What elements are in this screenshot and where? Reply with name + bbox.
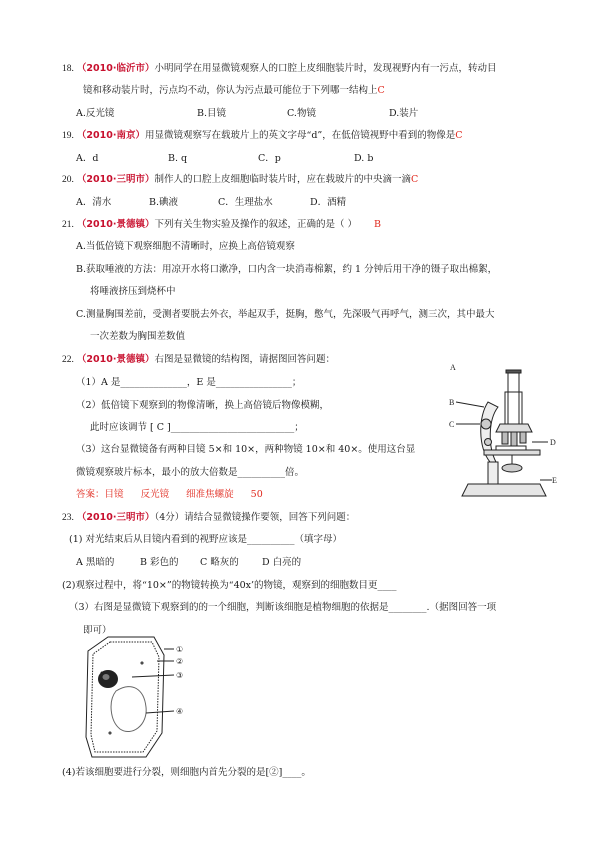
question-18-line2 [83,85,385,97]
sub-question-3-cont: 微镜观察玻片标本，最小的放大倍数是__________倍。 [76,467,305,478]
answer-3: 细准焦螺旋 [186,489,234,500]
figure-label-1: ① [176,645,184,654]
figure-label-a: A [450,363,456,372]
figure-label-4: ④ [176,707,184,716]
question-source: （2010·景德镇） [76,219,155,230]
option: C 略灰的 [200,557,239,568]
option: A．清水 [76,197,112,208]
question-23 [62,512,355,524]
figure-label-e: E [552,476,557,485]
sub-question-2: （2）低倍镜下观察到的物像清晰，换上高倍镜后物像模糊， [76,400,330,411]
answer-1: 目镜 [104,489,124,500]
sub-question-4: (4)若该细胞要进行分裂，则细胞内首先分裂的是[②]____。 [62,767,311,778]
question-source: （2010·景德镇） [76,354,155,365]
cell-wall [86,637,164,757]
question-text: （4分）请结合显微镜操作要领，回答下列问题： [154,512,356,523]
figure-label-2: ② [176,657,184,666]
answer-mark: C [410,174,419,185]
question-text: 右图是显微镜的结构图，请据图回答问题： [154,354,335,365]
question-number: 20. [62,175,74,185]
answer-mark: C [377,85,385,96]
question-number: 18. [62,64,74,74]
option: D 白亮的 [262,557,302,568]
question-number: 21. [62,220,74,230]
figure-label-d: D [550,438,556,447]
option: B.碘液 [149,197,179,208]
sub-question-1: （1）A 是______________，E 是________________； [76,377,302,388]
sub-question-2-cont: 此时应该调节 [ C ]__________________________； [90,422,304,433]
option: D．酒精 [310,197,347,208]
figure-label-3: ③ [176,671,184,680]
option-a: A.当低倍镜下观察细胞不清晰时，应换上高倍镜观察 [76,241,295,252]
question-text: 小明同学在用显微镜观察人的口腔上皮细胞装片时，发现视野内有一污点，转动目 [154,63,497,74]
option: A.反光镜 [76,108,115,119]
question-source: （2010·临沂市） [76,63,155,74]
answer-line [76,489,263,501]
question-22 [62,354,335,366]
option-c: C.测量胸围差前，受测者要脱去外衣，举起双手，挺胸，憋气，先深吸气再呼气，测三次，其中最大 [76,309,495,320]
option: D. b [354,153,374,164]
figure-label-c: C [449,420,455,429]
question-number: 22. [62,355,74,365]
answer-mark: C [455,130,463,141]
answer-4: 50 [250,489,263,500]
answer-label: 答案： [76,489,105,500]
option: A 黑暗的 [76,557,115,568]
sub-question-2: (2)观察过程中，将“10×”的物镜转换为“40x’的物镜，观察到的细胞数目更____ [62,580,397,591]
option: D.装片 [389,108,419,119]
option: A．d [76,153,99,164]
question-20 [62,174,418,186]
question-text: 镜和移动装片时，污点均不动，你认为污点最可能位于下列哪一结构上 [83,85,378,96]
option: B 彩色的 [140,557,179,568]
eyepiece [508,372,519,392]
question-19 [62,130,463,142]
question-source: （2010·三明市） [76,174,155,185]
sub-question-3-cont: 即可） [83,625,112,636]
option: C.物镜 [287,108,316,119]
option: B. q [168,153,188,164]
plant-cell-figure [82,633,188,761]
question-number: 19. [62,131,74,141]
figure-label-b: B [449,398,455,407]
question-text: 用显微镜观察写在载玻片上的英文字母“d”，在低倍镜视野中看到的物像是 [144,130,456,141]
option: C．生理盐水 [218,197,273,208]
sub-question-3: （3）右图是显微镜下观察到的的一个细胞，判断该细胞是植物细胞的依据是________.（据图回答一项 [69,602,497,613]
option: B.目镜 [197,108,227,119]
option-b-cont: 将唾液挤压到烧杯中 [90,286,176,297]
sub-question-1: (1) 对光结束后从目镜内看到的视野应该是__________（填字母） [69,534,342,545]
question-source: （2010·南京） [76,130,145,141]
question-number: 23. [62,513,74,523]
question-text: 下列有关生物实验及操作的叙述，正确的是（ ） [154,219,357,230]
option-c-cont: 一次差数为胸围差数值 [90,331,186,342]
option: C．p [258,153,281,164]
question-source: （2010·三明市） [76,512,155,523]
question-text: 制作人的口腔上皮细胞临时装片时，应在载玻片的中央滴一滴 [154,174,411,185]
answer-mark: B [374,219,382,230]
answer-2: 反光镜 [140,489,170,500]
question-21 [62,219,381,231]
microscope-figure [448,362,560,504]
question-18 [62,63,496,75]
sub-question-3: （3）这台显微镜备有两种目镜 5×和 10×，两种物镜 10×和 40×。使用这台显 [76,444,416,455]
option-b: B.获取唾液的方法：用凉开水将口漱净，口内含一块消毒棉絮，约 1 分钟后用干净的镊子取出棉絮， [76,264,498,275]
